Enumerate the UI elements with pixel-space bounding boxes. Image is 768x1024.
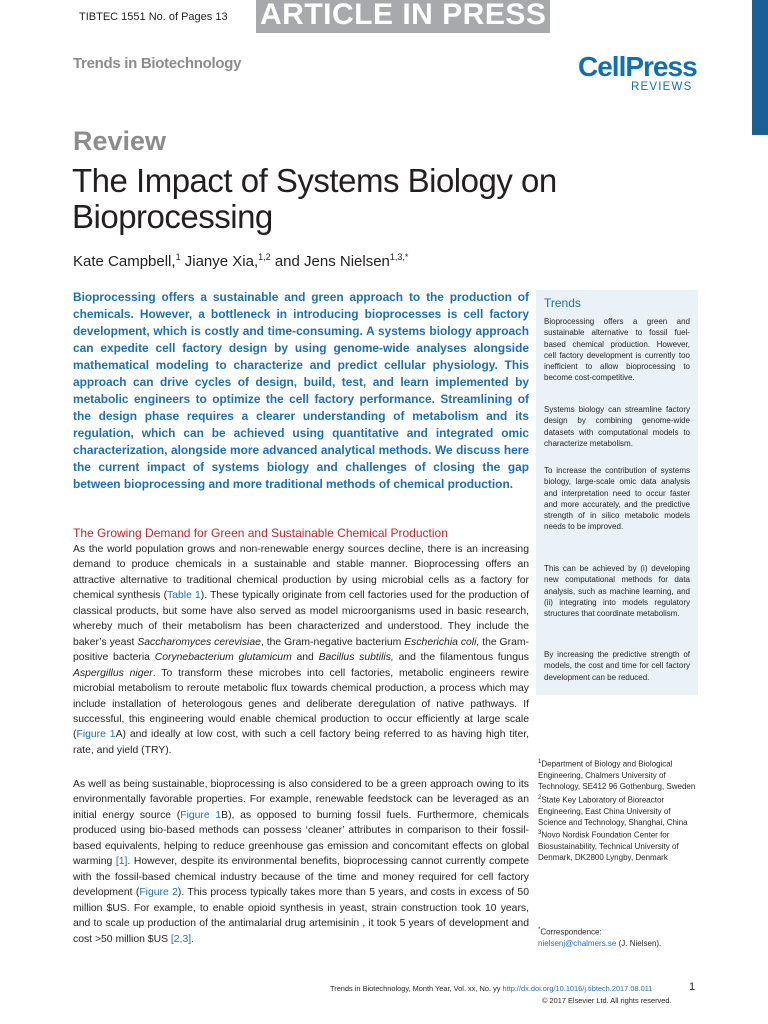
affiliation-text: State Key Laboratory of Bioreactor Engineering, East China University of Science and Technology, Shanghai, China: [538, 795, 688, 827]
email-link[interactable]: nielsenj@chalmers.se: [538, 938, 617, 948]
trends-item: This can be achieved by (i) developing new computational methods for data analysis, such as machine learning, and (ii) integrating into models regulatory structures that coordinate metabolism.: [544, 564, 690, 619]
author-affiliation-mark: 1,2: [258, 252, 271, 262]
correspondence-contact: [538, 938, 698, 949]
affiliation-text: Department of Biology and Biological Engineering, Chalmers University of Technology, SE412 96 Gothenburg, Sweden: [538, 759, 696, 792]
text-run: As the world population grows and non-renewable energy sources decline, there is an increasing demand to produce chemicals in a sustainable and stable manner. Bioprocessing offers an attractive alternative to traditional chemical production by using microbial cells as a factory for chemical synthesis (: [73, 544, 529, 602]
figure-link[interactable]: Figure 1: [180, 809, 222, 821]
footer-citation: [330, 984, 652, 993]
text-run: B), as opposed to burning fossil fuels. Furthermore, chemicals produced using bio-based methods can possess ‘cleaner’ attributes in comparison to their fossil-based equivalents, helping to reduce greenhouse gas emission and concomitant effects on global warming: [73, 809, 529, 868]
figure-link[interactable]: Figure 2: [139, 887, 178, 899]
trends-item: To increase the contribution of systems biology, large-scale omic data analysis and interpretation need to occur faster and more accurately, and the predictive strength of in silico metabolic models needs to be improved.: [544, 466, 690, 532]
species-name: Corynebacterium glutamicum: [154, 652, 292, 664]
author-name: Jianye Xia,: [184, 253, 259, 270]
correspondence-label: Correspondence:: [540, 927, 602, 937]
reference-link[interactable]: [1]: [115, 856, 128, 868]
text-run: A) and ideally at low cost, with such a cell factory being referred to as having high titer, rate, and yield (TRY).: [73, 729, 529, 756]
species-name: Saccharomyces cerevisiae: [137, 636, 261, 648]
trends-item: By increasing the predictive strength of models, the cost and time for cell factory development can be reduced.: [544, 650, 690, 682]
author-name: and Jens Nielsen: [274, 253, 390, 270]
affiliation: [538, 793, 698, 829]
figure-link[interactable]: Figure 1: [76, 729, 116, 741]
correspondence-mark: *: [538, 927, 541, 933]
table-link[interactable]: Table 1: [167, 590, 201, 602]
text-run: and: [291, 652, 319, 664]
article-in-press-banner: ARTICLE IN PRESS: [256, 0, 550, 33]
text-run: the Gram-positive bacteria: [73, 636, 529, 664]
manuscript-id: TIBTEC 1551 No. of Pages 13: [79, 11, 228, 23]
cellpress-logo: CellPress: [578, 51, 697, 82]
article-type: Review: [73, 126, 167, 156]
text-run: and the filamentous fungus: [393, 652, 529, 664]
text-run: .: [191, 933, 194, 945]
species-name: Aspergillus niger: [73, 667, 153, 679]
text-run: . To transform these microbes into cell factories, metabolic engineers rewire microbial metabolism to reroute metabolic flux towards chemical production, a process which may include installation of heterologous genes and deliberate deregulation of native pathways. If successful, this engineering would enable chemical production to occur efficiently at large scale (: [73, 667, 529, 741]
section-heading: The Growing Demand for Green and Sustainable Chemical Production: [73, 526, 448, 540]
correspondence: [538, 925, 698, 949]
correspondence-name: (J. Nielsen).: [616, 938, 662, 948]
author-name: Kate Campbell,: [73, 253, 176, 270]
journal-name: Trends in Biotechnology: [73, 55, 242, 72]
body-paragraph-2: [73, 777, 529, 947]
reference-link[interactable]: [2,3]: [170, 933, 192, 945]
page-number: 1: [689, 981, 696, 993]
text-run: , the Gram-negative bacterium: [260, 636, 405, 648]
trends-item: Bioprocessing offers a green and sustainable alternative to fossil fuel-based chemical production. However, cell factory development is currently too inefficient to allow bioprocessing to become cost-competitive.: [544, 317, 690, 383]
correspondence-label-line: [538, 925, 698, 938]
article-title: The Impact of Systems Biology on Bioprocessing: [72, 162, 557, 235]
cellpress-reviews-label: REVIEWS: [631, 81, 693, 93]
text-run: ). This process typically takes more than 5 years, and costs in excess of 50 million $US. For example, to enable opioid synthesis in yeast, strain construction took 10 years, and to scale up production of the antimalarial drug artemisinin , it took 5 years of development and cost >50 million $US: [73, 887, 529, 945]
body-paragraph-1: [73, 542, 529, 758]
affiliation-mark: 1: [538, 759, 542, 765]
affiliation-mark: 3: [538, 830, 542, 837]
species-name: Escherichia coli,: [404, 636, 480, 648]
affiliation-text: Novo Nordisk Foundation Center for Biosustainability, Technical University of Denmark, DK2800 Lyngby, Denmark: [538, 830, 679, 863]
affiliation-mark: 2: [538, 794, 542, 801]
text-run: . However, despite its environmental benefits, bioprocessing cannot currently compete with the fossil-based chemical industry because of the time and money required for cell factory development (: [73, 856, 529, 899]
affiliations: [538, 757, 698, 864]
edge-tab: [752, 0, 768, 135]
author-list: [73, 252, 408, 270]
trends-title: Trends: [544, 296, 581, 310]
author-affiliation-mark: 1: [175, 252, 181, 262]
doi-link[interactable]: http://dx.doi.org/10.1016/j.tibtech.2017.08.011: [502, 984, 653, 993]
abstract: Bioprocessing offers a sustainable and green approach to the production of chemicals. However, a bottleneck in introducing bioprocesses is cell factory development, which is costly and time-consuming. A systems biology approach can expedite cell factory design by using genome-wide analyses alongside mathematical modeling to characterize and predict cellular physiology. This approach can drive cycles of design, build, test, and learn implemented by metabolic engineers to optimize the cell factory performance. Streamlining of the design phase requires a clearer understanding of metabolism and its regulation, which can be achieved using quantitative and integrated omic characterization, alongside more advanced analytical methods. We discuss here the current impact of systems biology and challenges of closing the gap between bioprocessing and more traditional methods of chemical production.: [73, 290, 529, 491]
citation-text: Trends in Biotechnology, Month Year, Vol. xx, No. yy: [330, 984, 503, 993]
author-affiliation-mark: 1,3,*: [389, 252, 409, 262]
affiliation: [538, 757, 698, 793]
text-run: ). These typically originate from cell factories used for the production of classical products, but some have also served as model microorganisms used in basic research, whereby much of their metabolism has been characterized and understood. They include the baker’s yeast: [73, 590, 529, 648]
affiliation: [538, 828, 698, 864]
species-name: Bacillus subtilis,: [318, 652, 394, 664]
copyright: © 2017 Elsevier Ltd. All rights reserved.: [542, 996, 672, 1005]
trends-item: Systems biology can streamline factory design by combining genome-wide datasets with computational models to characterize metabolism.: [544, 405, 690, 448]
text-run: As well as being sustainable, bioprocessing is also considered to be a green approach owing to its environmentally favorable properties. For example, renewable feedstock can be leveraged as an initial energy source (: [73, 779, 529, 821]
